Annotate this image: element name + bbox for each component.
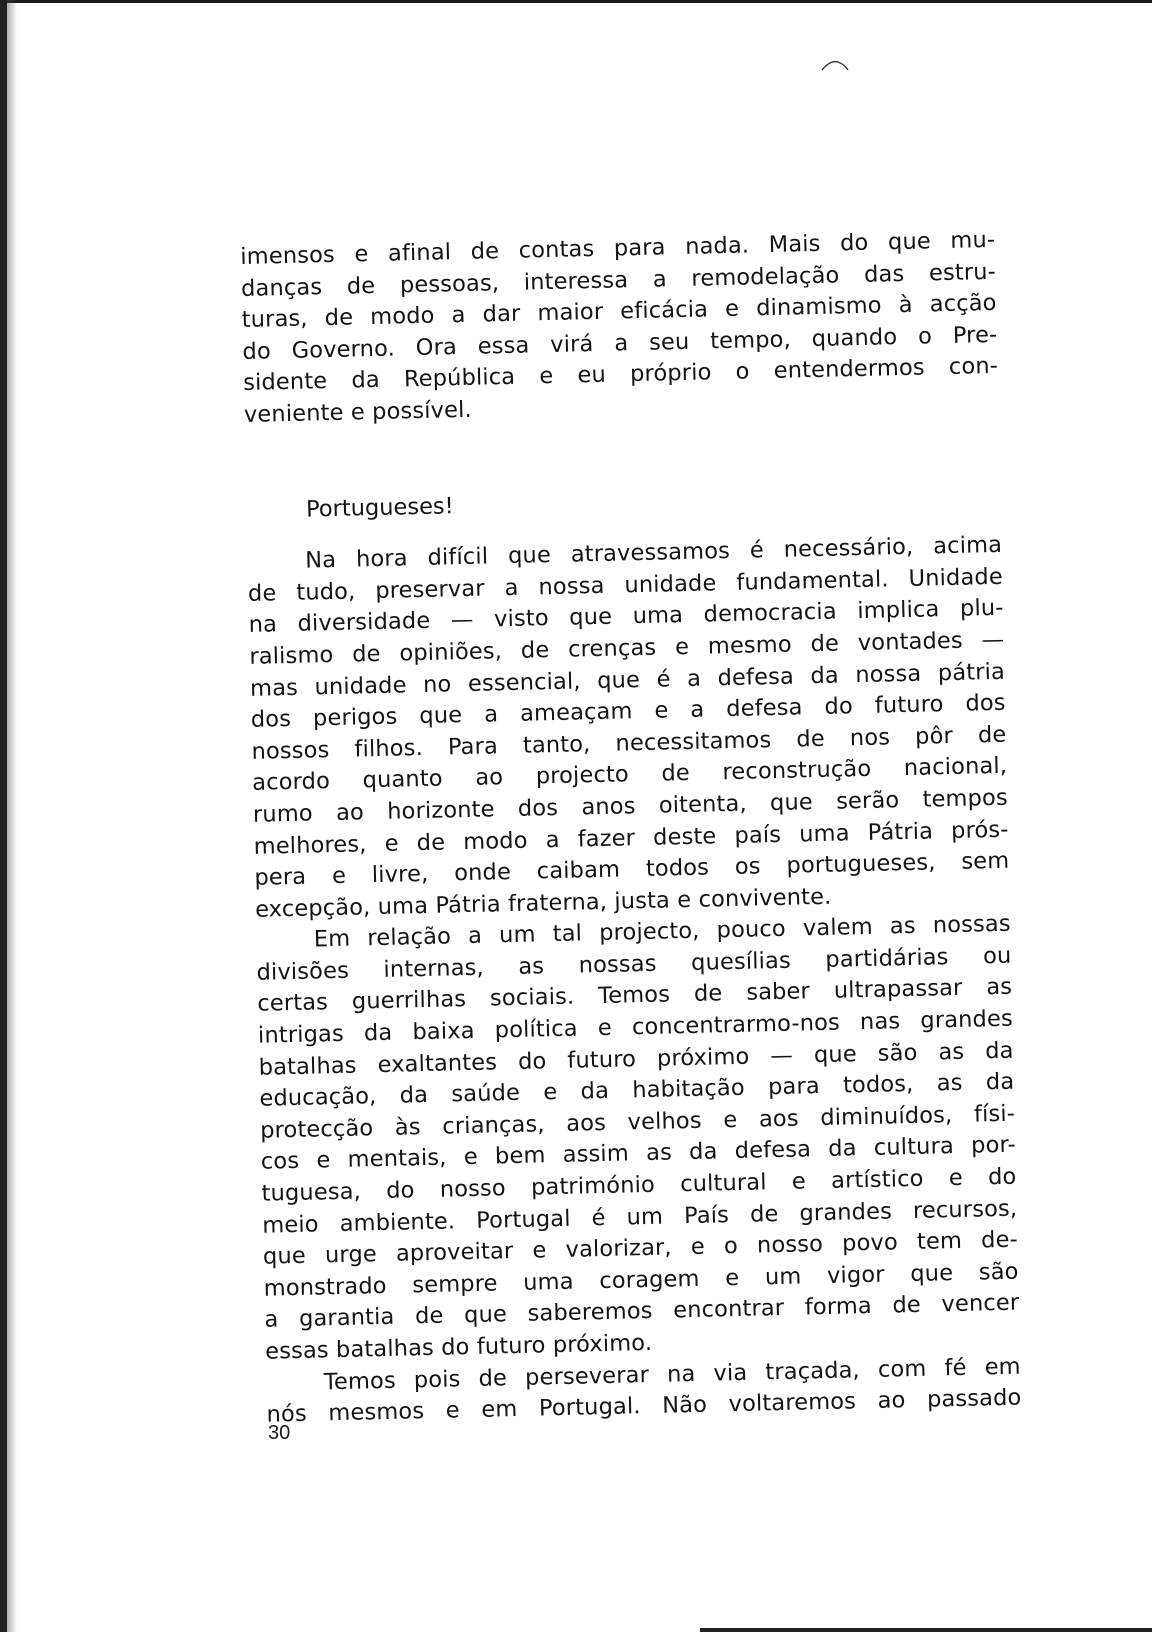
text-line: protecção às crianças, aos velhos e aos diminuídos, físi- (259, 1100, 1016, 1144)
text-line: turas, de modo a dar maior eficácia e dinamismo à acção (241, 290, 997, 334)
text-line: rumo ao horizonte dos anos oitenta, que serão tempos (252, 784, 1009, 828)
paragraph-3 (256, 909, 1021, 1368)
text-line: melhores, e de modo a fazer deste país uma Pátria prós- (253, 816, 1009, 860)
text-line: batalhas exaltantes do futuro próximo — que são as da (258, 1037, 1014, 1081)
text-line: tuguesa, do nosso património cultural e artístico e do (261, 1163, 1017, 1207)
section-heading: Portugueses! (305, 492, 454, 523)
text-line: veniente e possível. (243, 396, 473, 428)
text-line: acordo quanto ao projecto de reconstrução nacional, (251, 753, 1008, 797)
text-line: excepção, uma Pátria fraterna, justa e convivente. (254, 883, 832, 923)
paragraph-2 (247, 530, 1010, 926)
paragraph-1 (240, 225, 999, 432)
text-line: do Governo. Ora essa virá a seu tempo, quando o Pre- (242, 321, 998, 365)
text-line: educação, da saúde e da habitação para todos, as da (259, 1068, 1015, 1113)
text-line: sidente da República e eu próprio o entendermos con- (242, 353, 999, 397)
scan-speck-mark (820, 56, 852, 74)
text-line: imensos e afinal de contas para nada. Mais do que mu- (240, 226, 996, 270)
text-line: divisões internas, as nossas quesílias partidárias ou (256, 942, 1012, 986)
page-body (240, 225, 1022, 1432)
text-line: que urge aproveitar e valorizar, e o nosso povo tem de- (262, 1226, 1019, 1270)
text-line: monstrado sempre uma coragem e um vigor que são (263, 1258, 1019, 1302)
text-line: essas batalhas do futuro próximo. (264, 1329, 653, 1365)
text-line: nós mesmos e em Portugal. Não voltaremos ao passado (266, 1384, 1022, 1428)
text-line: ralismo de opiniões, de crenças e mesmo de vontades — (249, 626, 1005, 670)
text-line: meio ambiente. Portugal é um País de grandes recursos, (262, 1195, 1018, 1239)
text-line: de tudo, preservar a nossa unidade fundamental. Unidade (247, 563, 1004, 607)
scan-top-edge (0, 0, 1152, 3)
text-line: na diversidade — visto que uma democracia implica plu- (248, 595, 1004, 639)
text-line: Em relação a um tal projecto, pouco valem as nossas (313, 910, 1011, 953)
text-line: a garantia de que saberemos encontrar forma de vencer (264, 1290, 1020, 1334)
text-line: Temos pois de perseverar na via traçada, com fé em (323, 1353, 1022, 1395)
text-line: cos e mentais, e bem assim as da defesa da cultura por- (260, 1132, 1016, 1176)
text-line: Na hora difícil que atravessamos é necessário, acima (304, 531, 1003, 574)
page-number: 30 (268, 1422, 291, 1444)
scan-bottom-edge (700, 1628, 1152, 1632)
text-line: nossos filhos. Para tanto, necessitamos de nos pôr de (251, 721, 1007, 765)
text-line: danças de pessoas, interessa a remodelação das estru- (240, 258, 997, 302)
text-line: mas unidade no essencial, que é a defesa da nossa pátria (249, 658, 1006, 702)
text-line: intrigas da baixa política e concentrarmo-nos nas grandes (257, 1005, 1014, 1049)
scan-left-shadow (7, 0, 17, 1632)
scan-left-edge (0, 0, 7, 1632)
text-line: certas guerrilhas sociais. Temos de saber ultrapassar as (257, 974, 1013, 1018)
text-line: dos perigos que a ameaçam e a defesa do futuro dos (250, 689, 1006, 733)
text-line: pera e livre, onde caibam todos os portugueses, sem (254, 847, 1010, 891)
